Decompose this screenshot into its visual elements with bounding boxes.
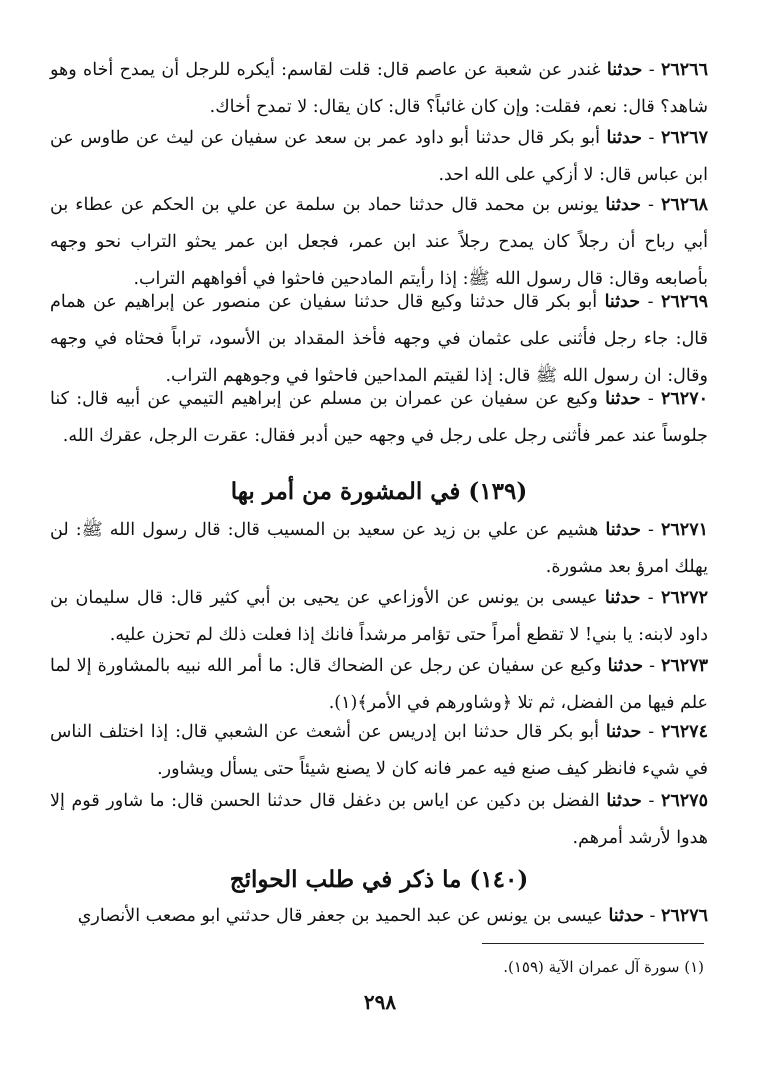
hadith-opening: حدثنا [604,292,641,312]
hadith-number: ٢٦٢٧٢ [660,588,708,608]
hadith-text: أبو بكر قال حدثنا ابن إدريس عن أشعث عن الشعبي قال: إذا اختلف الناس في شيء فانظر كيف صنع فيه عمر فانه كان لا يصنع شيئاً حتى يسأل ويشاور. [50,722,708,779]
page-number: ٢٩٨ [363,990,397,1014]
hadith-26275: ٢٦٢٧٥ - حدثنا الفضل بن دكين عن اياس بن دغفل قال حدثنا الحسن قال: ما شاور قوم إلا هدوا لأرشد أمرهم. [50,791,708,848]
hadith-opening: حدثنا [605,520,641,540]
hadith-opening: حدثنا [605,389,641,409]
hadith-opening: حدثنا [606,128,643,148]
hadith-opening: حدثنا [605,722,642,742]
hadith-number: ٢٦٢٧٥ [660,791,708,811]
hadith-opening: حدثنا [605,195,641,215]
footnote-divider [482,943,704,944]
hadith-26268: ٢٦٢٦٨ - حدثنا يونس بن محمد قال حدثنا حماد بن سلمة عن علي بن الحكم عن عطاء بن أبي رباح أن رجلاً كان يمدح رجلاً عند ابن عمر، فجعل ابن عمر يحثو التراب نحو وجهه بأصابعه وقال: قال رسول الله ﷺ: إذا رأيتم المادحين فاحثوا في أفواههم التراب. [50,195,708,289]
hadith-opening: حدثنا [606,60,643,80]
hadith-number: ٢٦٢٦٦ [660,60,708,80]
hadith-opening: حدثنا [604,588,641,608]
hadith-26266: ٢٦٢٦٦ - حدثنا غندر عن شعبة عن عاصم قال: قلت لقاسم: أيكره للرجل أن يمدح أخاه وهو شاهد؟ قال: نعم، فقلت: وإن كان غائباً؟ قال: كان يقال: لا تمدح أخاك. [50,60,708,117]
hadith-number: ٢٦٢٧٦ [661,906,708,926]
hadith-text: هشيم عن علي بن زيد عن سعيد بن المسيب قال: قال رسول الله ﷺ: لن يهلك امرؤ بعد مشورة. [50,520,708,577]
hadith-text: أبو بكر قال حدثنا أبو داود عمر بن سعد عن سفيان عن ليث عن طاوس عن ابن عباس قال: لا أزكي على الله احد. [50,128,708,185]
section-heading-139: (١٣٩) في المشورة من أمر بها [230,478,528,505]
hadith-opening: حدثنا [608,906,644,926]
hadith-text: عيسى بن يونس عن الأوزاعي عن يحيى بن أبي كثير قال: قال سليمان بن داود لابنه: يا بني! لا تقطع أمراً حتى تؤامر مرشداً فانك إذا فعلت ذلك لم تحزن عليه. [50,588,708,645]
hadith-number: ٢٦٢٦٩ [660,292,708,312]
hadith-number: ٢٦٢٦٧ [660,128,708,148]
hadith-number: ٢٦٢٧٠ [661,389,708,409]
hadith-26273: ٢٦٢٧٣ - حدثنا وكيع عن سفيان عن رجل عن الضحاك قال: ما أمر الله نبيه بالمشاورة إلا لما علم فيها من الفضل، ثم تلا ﴿وشاورهم في الأمر﴾(١). [50,656,708,713]
hadith-number: ٢٦٢٦٨ [661,195,708,215]
hadith-26271: ٢٦٢٧١ - حدثنا هشيم عن علي بن زيد عن سعيد بن المسيب قال: قال رسول الله ﷺ: لن يهلك امرؤ بعد مشورة. [50,520,708,577]
hadith-text: عيسى بن يونس عن عبد الحميد بن جعفر قال حدثني ابو مصعب الأنصاري [77,906,603,926]
hadith-opening: حدثنا [606,791,642,811]
hadith-text: غندر عن شعبة عن عاصم قال: قلت لقاسم: أيكره للرجل أن يمدح أخاه وهو شاهد؟ قال: نعم، فقلت: وإن كان غائباً؟ قال: كان يقال: لا تمدح أخاك. [50,60,708,117]
footnote: (١) سورة آل عمران الآية (١٥٩). [503,958,704,976]
hadith-26274: ٢٦٢٧٤ - حدثنا أبو بكر قال حدثنا ابن إدريس عن أشعث عن الشعبي قال: إذا اختلف الناس في شيء فانظر كيف صنع فيه عمر فانه كان لا يصنع شيئاً حتى يسأل ويشاور. [50,722,708,779]
hadith-26270: ٢٦٢٧٠ - حدثنا وكيع عن سفيان عن عمران بن مسلم عن إبراهيم التيمي عن أبيه قال: كنا جلوساً عند عمر فأثنى رجل على رجل في وجهه حين أدبر فقال: عقرت الرجل، عقرك الله. [50,389,708,446]
hadith-26269: ٢٦٢٦٩ - حدثنا أبو بكر قال حدثنا وكيع قال حدثنا سفيان عن منصور عن إبراهيم عن همام قال: جاء رجل فأثنى على عثمان في وجهه فأخذ المقداد بن الأسود، تراباً فحثاه في وجهه وقال: ان رسول الله ﷺ قال: إذا لقيتم المداحين فاحثوا في وجوههم التراب. [50,292,708,386]
hadith-26276: ٢٦٢٧٦ - حدثنا عيسى بن يونس عن عبد الحميد بن جعفر قال حدثني ابو مصعب الأنصاري [77,906,708,926]
hadith-text: وكيع عن سفيان عن رجل عن الضحاك قال: ما أمر الله نبيه بالمشاورة إلا لما علم فيها من الفضل، ثم تلا ﴿وشاورهم في الأمر﴾(١). [50,656,708,713]
hadith-26272: ٢٦٢٧٢ - حدثنا عيسى بن يونس عن الأوزاعي عن يحيى بن أبي كثير قال: قال سليمان بن داود لابنه: يا بني! لا تقطع أمراً حتى تؤامر مرشداً فانك إذا فعلت ذلك لم تحزن عليه. [50,588,708,645]
hadith-number: ٢٦٢٧٣ [661,656,708,676]
hadith-opening: حدثنا [607,656,644,676]
hadith-text: الفضل بن دكين عن اياس بن دغفل قال حدثنا الحسن قال: ما شاور قوم إلا هدوا لأرشد أمرهم. [50,791,708,848]
hadith-text: أبو بكر قال حدثنا وكيع قال حدثنا سفيان عن منصور عن إبراهيم عن همام قال: جاء رجل فأثنى على عثمان في وجهه فأخذ المقداد بن الأسود، تراباً فحثاه في وجهه وقال: ان رسول الله ﷺ قال: إذا لقيتم المداحين فاحثوا في وجوههم التراب. [50,292,708,386]
hadith-number: ٢٦٢٧٤ [660,722,708,742]
hadith-26267: ٢٦٢٦٧ - حدثنا أبو بكر قال حدثنا أبو داود عمر بن سعد عن سفيان عن ليث عن طاوس عن ابن عباس قال: لا أزكي على الله احد. [50,128,708,185]
hadith-number: ٢٦٢٧١ [661,520,708,540]
hadith-text: يونس بن محمد قال حدثنا حماد بن سلمة عن علي بن الحكم عن عطاء بن أبي رباح أن رجلاً كان يمدح رجلاً عند ابن عمر، فجعل ابن عمر يحثو التراب نحو وجهه بأصابعه وقال: قال رسول الله ﷺ: إذا رأيتم المادحين فاحثوا في أفواههم التراب. [50,195,708,289]
section-heading-140: (١٤٠) ما ذكر في طلب الحوائج [229,866,529,893]
hadith-text: وكيع عن سفيان عن عمران بن مسلم عن إبراهيم التيمي عن أبيه قال: كنا جلوساً عند عمر فأثنى رجل على رجل في وجهه حين أدبر فقال: عقرت الرجل، عقرك الله. [50,389,708,446]
